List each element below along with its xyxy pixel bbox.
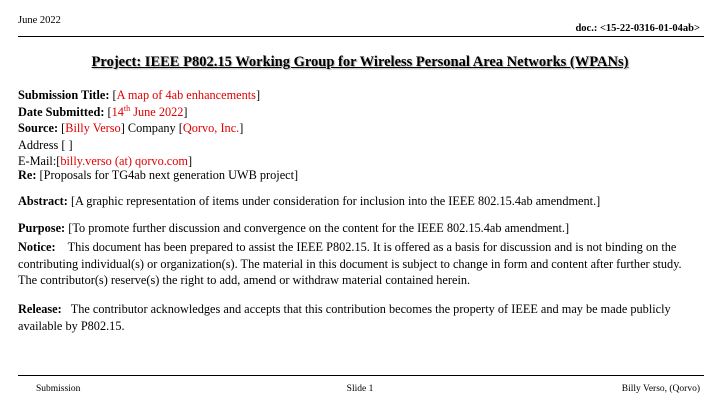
notice-block xyxy=(18,239,698,289)
notice-label: Notice: xyxy=(18,240,56,254)
date-submitted-line: Date Submitted: [14th June 2022] xyxy=(18,103,188,119)
release-text: The contributor acknowledges and accepts that this contribution becomes the property of IEEE and may be made publicly available by P802.15. xyxy=(18,302,671,333)
date-submitted-value xyxy=(112,105,184,119)
submission-title-label: Submission Title: xyxy=(18,88,110,102)
source-name: Billy Verso xyxy=(65,121,121,135)
footer-submission: Submission xyxy=(36,384,81,394)
submission-block xyxy=(18,87,698,170)
re-text: [Proposals for TG4ab next generation UWB project] xyxy=(39,168,299,182)
purpose-label: Purpose: xyxy=(18,221,66,235)
company-value: Qorvo, Inc. xyxy=(182,121,240,135)
header-divider xyxy=(18,36,704,37)
email-line: E-Mail:[billy.verso (at) qorvo.com] xyxy=(18,154,193,168)
date-day: 14 xyxy=(111,104,124,119)
notice-text: This document has been prepared to assist the IEEE P802.15. It is offered as a basis for discussion and is not binding on the contributing individual(s) or organization(s). The material in this document is subject to change in form and content after further study. The contributor(s) reserve(s) the right to add, amend or withdraw material contained herein. xyxy=(18,240,682,287)
address-line: Address [ ] xyxy=(18,137,73,152)
source-label: Source: xyxy=(18,121,59,135)
submission-title-value: A map of 4ab enhancements xyxy=(116,88,256,102)
release-block xyxy=(18,301,698,334)
company-label: Company xyxy=(127,121,176,135)
submission-title-line: Submission Title: [A map of 4ab enhancements] xyxy=(18,88,261,102)
abstract-block xyxy=(18,193,698,210)
purpose-block xyxy=(18,220,698,237)
abstract-label: Abstract: xyxy=(18,194,68,208)
header-date: June 2022 xyxy=(18,15,61,26)
re-block xyxy=(18,167,698,184)
footer-divider xyxy=(18,375,704,376)
date-suffix: th xyxy=(123,103,131,113)
page-title: Project: IEEE P802.15 Working Group for Wireless Personal Area Networks (WPANs) xyxy=(91,54,629,70)
purpose-text: [To promote further discussion and convergence on the content for the IEEE 802.15.4ab amendment.] xyxy=(68,221,570,235)
abstract-text: [A graphic representation of items under consideration for inclusion into the IEEE 802.15.4ab amendment.] xyxy=(70,194,601,208)
source-line: Source: [Billy Verso] Company [Qorvo, Inc.] xyxy=(18,121,244,135)
footer-author: Billy Verso, (Qorvo) xyxy=(621,384,700,394)
email-value: billy.verso (at) qorvo.com xyxy=(60,154,188,168)
footer-slide-number: Slide 1 xyxy=(346,384,374,394)
date-month-year: June 2022 xyxy=(130,104,184,119)
email-label: E-Mail: xyxy=(18,154,57,168)
date-submitted-label: Date Submitted: xyxy=(18,104,105,119)
re-label: Re: xyxy=(18,168,37,182)
header-doc-id: doc.: <15-22-0316-01-04ab> xyxy=(575,23,700,34)
release-label: Release: xyxy=(18,302,62,316)
